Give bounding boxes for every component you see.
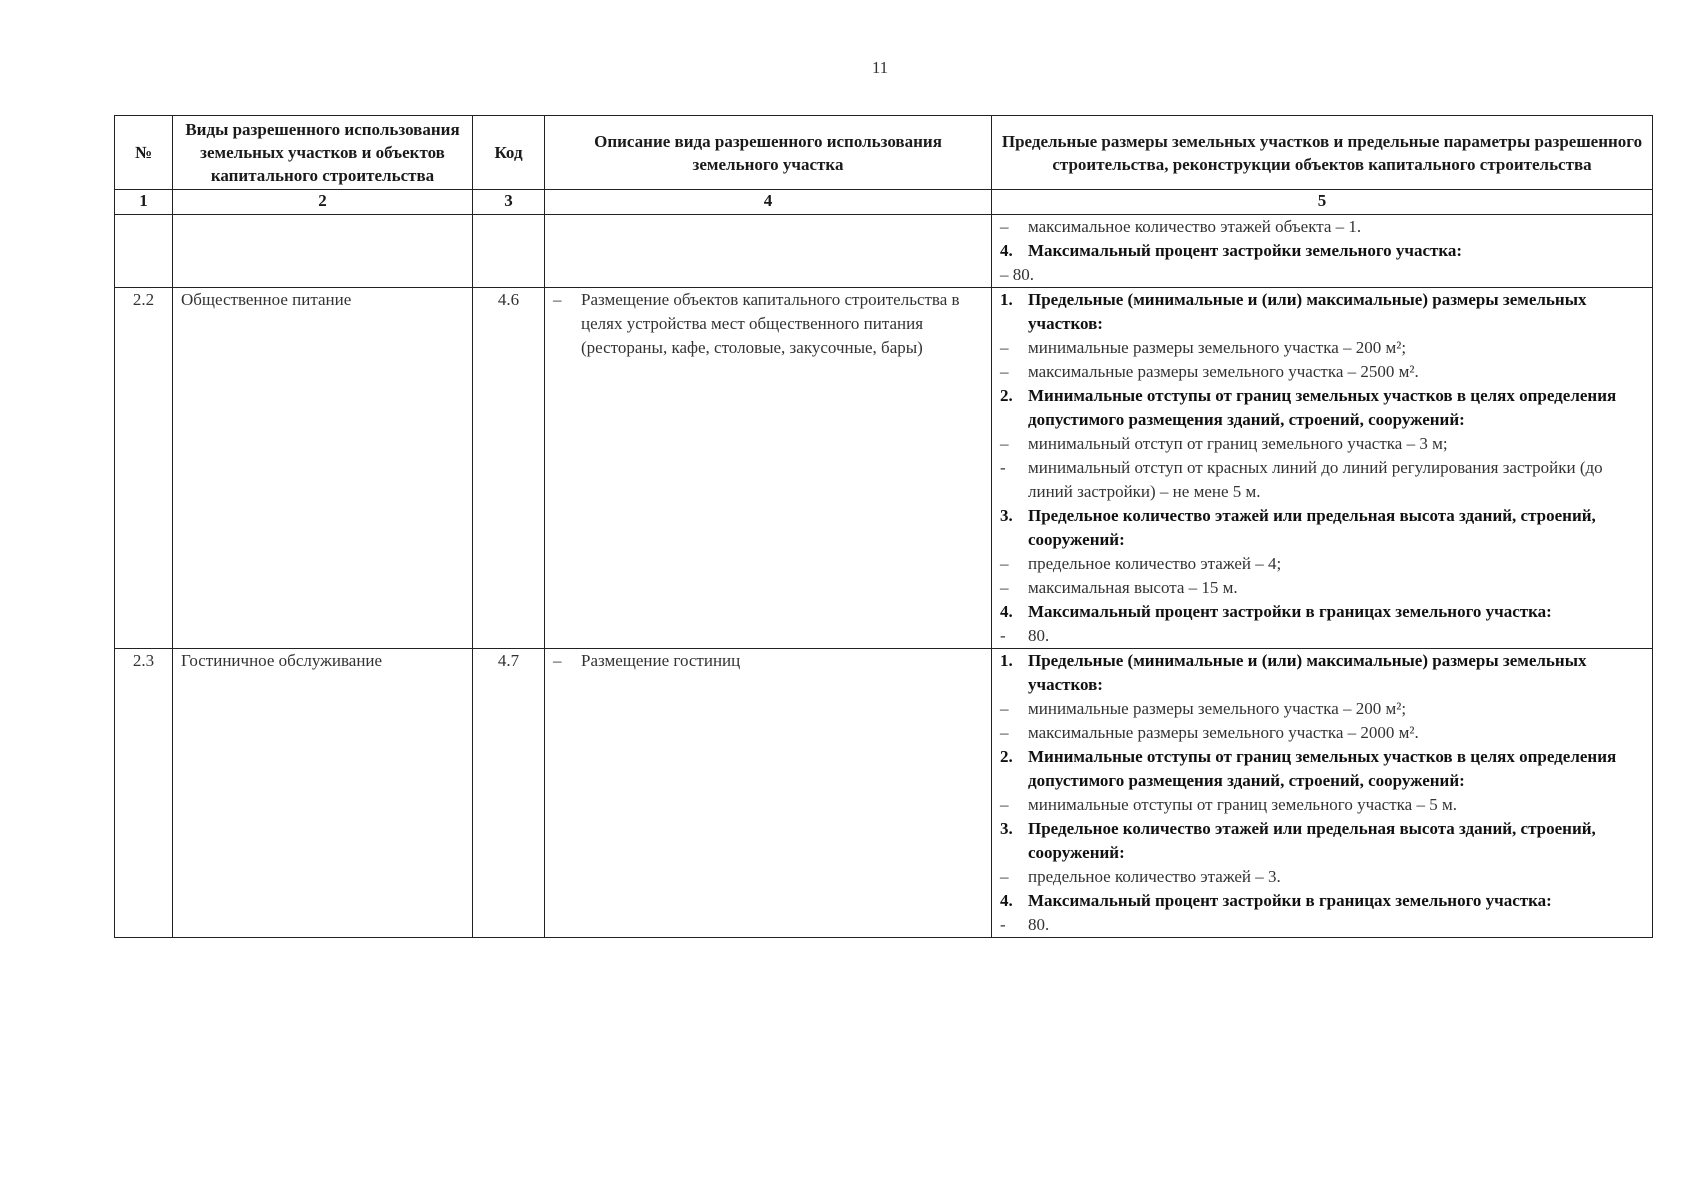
param-marker: 1. [1000,651,1013,670]
param-line [1000,913,1644,937]
param-text: 80. [1028,915,1050,934]
description-line [553,649,983,673]
param-text: минимальные размеры земельного участка – 200 м²; [1028,699,1407,718]
param-line [1000,239,1644,263]
page-number: 11 [871,58,889,77]
param-marker: – [1000,578,1009,597]
param-marker: - [1000,626,1006,645]
column-number: 5 [992,190,1653,215]
param-marker: - [1000,915,1006,934]
param-marker: – [1000,554,1009,573]
header-description: Описание вида разрешенного использования земельного участка [545,116,992,190]
param-line [1000,721,1644,745]
header-use-type: Виды разрешенного использования земельных участков и объектов капитального строительства [173,116,473,190]
param-marker: 3. [1000,506,1013,525]
table-row [115,649,1653,938]
param-text: минимальные размеры земельного участка – 200 м²; [1028,338,1407,357]
column-number: 2 [173,190,473,215]
column-number: 3 [473,190,545,215]
table-row [115,288,1653,649]
param-marker: – [1000,867,1009,886]
use-description-cell [545,649,992,938]
parameters-cell [992,649,1653,938]
land-use-table [114,115,1653,938]
param-marker: – [1000,338,1009,357]
header-number: № [115,116,173,190]
param-line [1000,456,1644,504]
param-marker: – [1000,217,1009,236]
param-text: Предельные (минимальные и (или) максимальные) размеры земельных участков: [1028,651,1587,694]
param-marker: 1. [1000,290,1013,309]
param-text: Максимальный процент застройки в границах земельного участка: [1028,891,1552,910]
param-marker: – [1000,723,1009,742]
cell-empty [173,215,473,288]
param-text: минимальный отступ от красных линий до линий регулирования застройки (до линий застройки) – не мене 5 м. [1028,458,1603,501]
parameters-cell [992,288,1653,649]
param-line [1000,288,1644,336]
param-marker: 2. [1000,386,1013,405]
param-marker: 4. [1000,241,1013,260]
use-type-name: Гостиничное обслуживание [173,649,473,938]
param-line [1000,576,1644,600]
param-text: Предельное количество этажей или предельная высота зданий, строений, сооружений: [1028,506,1596,549]
continuation-params-cell [992,215,1653,288]
param-text: Максимальный процент застройки в границах земельного участка: [1028,602,1552,621]
cell-empty [545,215,992,288]
param-line [1000,624,1644,648]
param-line [1000,384,1644,432]
param-text: Минимальные отступы от границ земельных участков в целях определения допустимого размещения зданий, строений, сооружений: [1028,386,1617,429]
use-code: 4.6 [473,288,545,649]
use-description: Размещение гостиниц [581,651,741,670]
param-text: минимальные отступы от границ земельного участка – 5 м. [1028,795,1457,814]
use-code: 4.7 [473,649,545,938]
use-description: Размещение объектов капитального строительства в целях устройства мест общественного питания (рестораны, кафе, столовые, закусочные, бары) [581,290,960,357]
param-text: максимальные размеры земельного участка – 2000 м². [1028,723,1419,742]
param-line [1000,600,1644,624]
param-text: минимальный отступ от границ земельного участка – 3 м; [1028,434,1448,453]
param-marker: – [1000,795,1009,814]
param-text: максимальное количество этажей объекта – 1. [1028,217,1362,236]
param-marker: - [1000,458,1006,477]
cell-empty [115,215,173,288]
param-line [1000,817,1644,865]
description-marker: – [553,651,562,670]
use-type-name: Общественное питание [173,288,473,649]
row-number: 2.3 [115,649,173,938]
param-marker: 2. [1000,747,1013,766]
param-line [1000,215,1644,239]
table-row-continuation [115,215,1653,288]
cell-empty [473,215,545,288]
description-marker: – [553,290,562,309]
header-code: Код [473,116,545,190]
param-line [1000,793,1644,817]
param-line [1000,336,1644,360]
column-number: 4 [545,190,992,215]
param-line [1000,504,1644,552]
header-parameters: Предельные размеры земельных участков и предельные параметры разрешенного строительства, реконструкции объектов капитального строительства [992,116,1653,190]
param-text: Предельные (минимальные и (или) максимальные) размеры земельных участков: [1028,290,1587,333]
column-number-row [115,190,1653,215]
param-line [1000,432,1644,456]
param-line [1000,745,1644,793]
param-text: Предельное количество этажей или предельная высота зданий, строений, сооружений: [1028,819,1596,862]
param-marker: 4. [1000,602,1013,621]
param-line [1000,889,1644,913]
param-text: максимальная высота – 15 м. [1028,578,1238,597]
description-line [553,288,983,360]
param-text: предельное количество этажей – 3. [1028,867,1281,886]
param-text: предельное количество этажей – 4; [1028,554,1282,573]
param-line [1000,697,1644,721]
param-line [1000,552,1644,576]
param-marker: – [1000,699,1009,718]
param-text: Минимальные отступы от границ земельных участков в целях определения допустимого размещения зданий, строений, сооружений: [1028,747,1617,790]
table-header-row [115,116,1653,190]
param-line [1000,865,1644,889]
column-number: 1 [115,190,173,215]
param-marker: – [1000,434,1009,453]
param-marker: – [1000,362,1009,381]
param-line [1000,360,1644,384]
param-text: – 80. [1000,265,1034,284]
param-marker: 3. [1000,819,1013,838]
param-text: Максимальный процент застройки земельного участка: [1028,241,1463,260]
use-description-cell [545,288,992,649]
row-number: 2.2 [115,288,173,649]
param-text: максимальные размеры земельного участка – 2500 м². [1028,362,1419,381]
param-text: 80. [1028,626,1050,645]
param-marker: 4. [1000,891,1013,910]
param-line [1000,649,1644,697]
